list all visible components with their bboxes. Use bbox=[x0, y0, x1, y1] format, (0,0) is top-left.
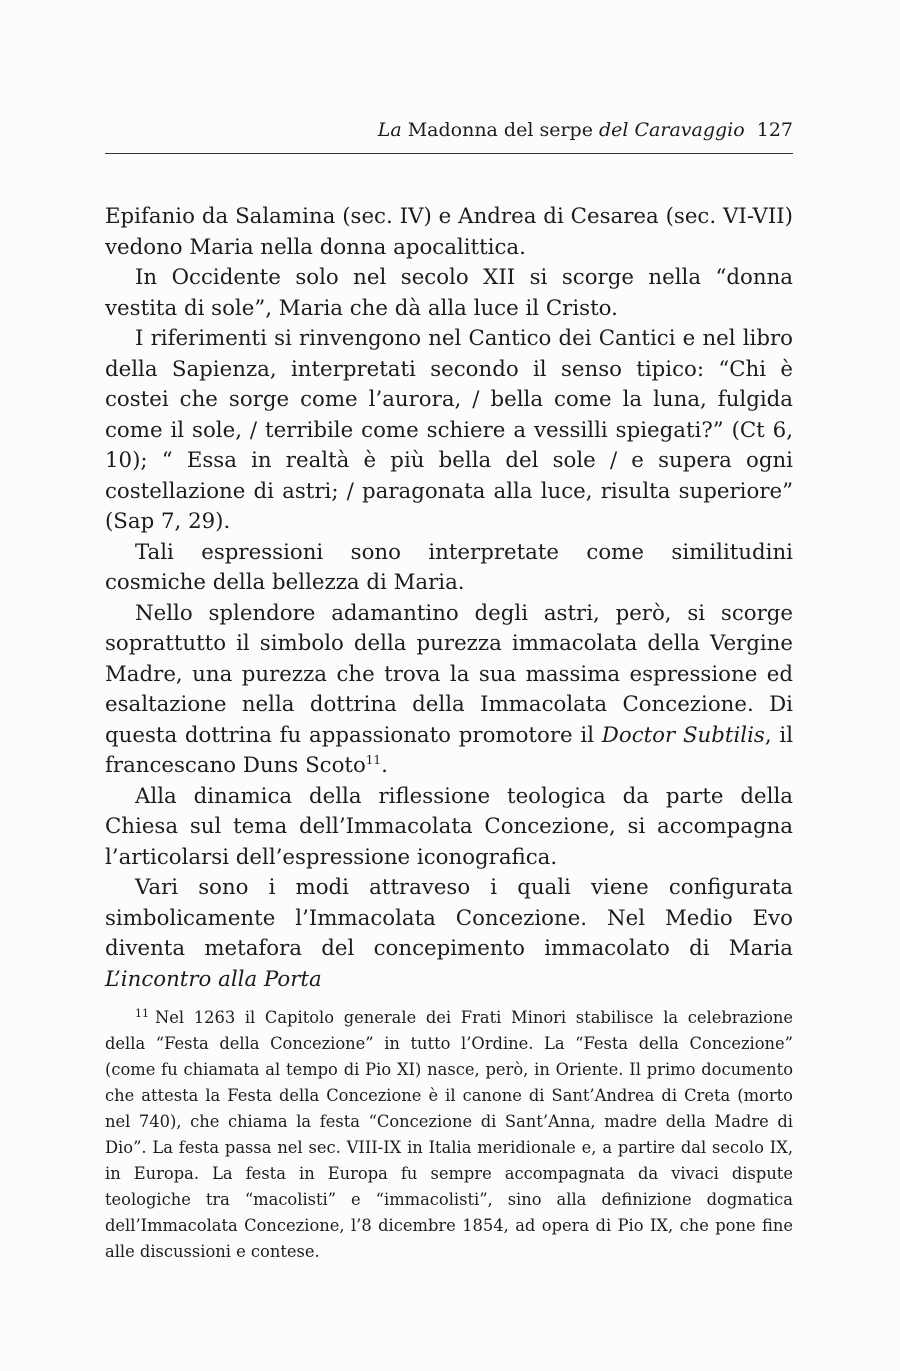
paragraph-7-text: Vari sono i modi attraveso i quali viene configurata simbolicamente l’Immacolata Concezione. Nel Medio Evo diventa metafora del concepimento immacolato di Maria bbox=[105, 875, 793, 961]
paragraph-1: Epifanio da Salamina (sec. IV) e Andrea di Cesarea (sec. VI-VII) vedono Maria nella donna apocalittica. bbox=[105, 204, 793, 260]
paragraph-3: I riferimenti si rinvengono nel Cantico dei Cantici e nel libro della Sapienza, interpretati secondo il senso tipico: “Chi è costei che sorge come l’aurora, / bella come la luna, fulgida come il sole, / terribile come schiere a vessilli spiegati?” (Ct 6, 10); “ Essa in realtà è più bella del sole / e supera ogni costellazione di astri; / paragonata alla luce, risulta superiore” (Sap 7, 29). bbox=[105, 326, 793, 534]
paragraph-5-text-a: Nello splendore adamantino degli astri, però, si scorge soprattutto il simbolo della purezza immacolata della Vergine Madre, una purezza che trova la sua massima espressione ed esaltazione nella dottrina della Immacolata Concezione. Di questa dottrina fu appassionato promotore il bbox=[105, 600, 793, 748]
paragraph-5 bbox=[105, 599, 793, 782]
paragraph-7 bbox=[105, 873, 793, 995]
paragraph-5-italic: Doctor Subtilis bbox=[601, 722, 765, 748]
main-text bbox=[105, 202, 793, 995]
footnote-reference[interactable]: 11 bbox=[365, 752, 382, 767]
header-title: Madonna del serpe bbox=[407, 119, 593, 141]
header-la: La bbox=[377, 119, 402, 141]
footnote-text: Nel 1263 il Capitolo generale dei Frati Minori stabilisce la celebrazione della “Festa della Concezione” in tutto l’Ordine. La “Festa della Concezione” (come fu chiamata al tempo di Pio XI) nasce, però, in Oriente. Il primo documento che attesta la Festa della Concezione è il canone di Sant’Andrea di Creta (morto nel 740), che chiama la festa “Concezione di Sant’Anna, madre della Madre di Dio”. La festa passa nel sec. VIII-IX in Italia meridionale e, a partire dal secolo IX, in Europa. La festa in Europa fu sempre accompagnata da vivaci dispute teologiche tra “macolisti” e “immacolisti”, sino alla definizione dogmatica dell’Immacolata Concezione, l’8 dicembre 1854, ad opera di Pio IX, che pone fine alle discussioni e contese. bbox=[105, 1008, 793, 1261]
paragraph-6: Alla dinamica della riflessione teologica da parte della Chiesa sul tema dell’Immacolata Concezione, si accompagna l’articolarsi dell’espressione iconografica. bbox=[105, 783, 793, 870]
running-header bbox=[105, 119, 793, 154]
header-author: del Caravaggio bbox=[598, 119, 745, 141]
running-header-text bbox=[378, 119, 793, 141]
footnote-11 bbox=[105, 1005, 793, 1265]
footnote-mark: 11 bbox=[135, 1006, 149, 1020]
paragraph-5-end: . bbox=[381, 753, 388, 778]
page-number: 127 bbox=[756, 119, 793, 141]
paragraph-5-text-b: , il francescano Duns Scoto bbox=[105, 722, 794, 778]
paragraph-7-italic: L’incontro alla Porta bbox=[105, 966, 322, 992]
paragraph-2: In Occidente solo nel secolo XII si scorge nella “donna vestita di sole”, Maria che dà alla luce il Cristo. bbox=[105, 265, 793, 321]
paragraph-4: Tali espressioni sono interpretate come similitudini cosmiche della bellezza di Maria. bbox=[105, 539, 793, 595]
footnote-block bbox=[105, 1005, 793, 1265]
